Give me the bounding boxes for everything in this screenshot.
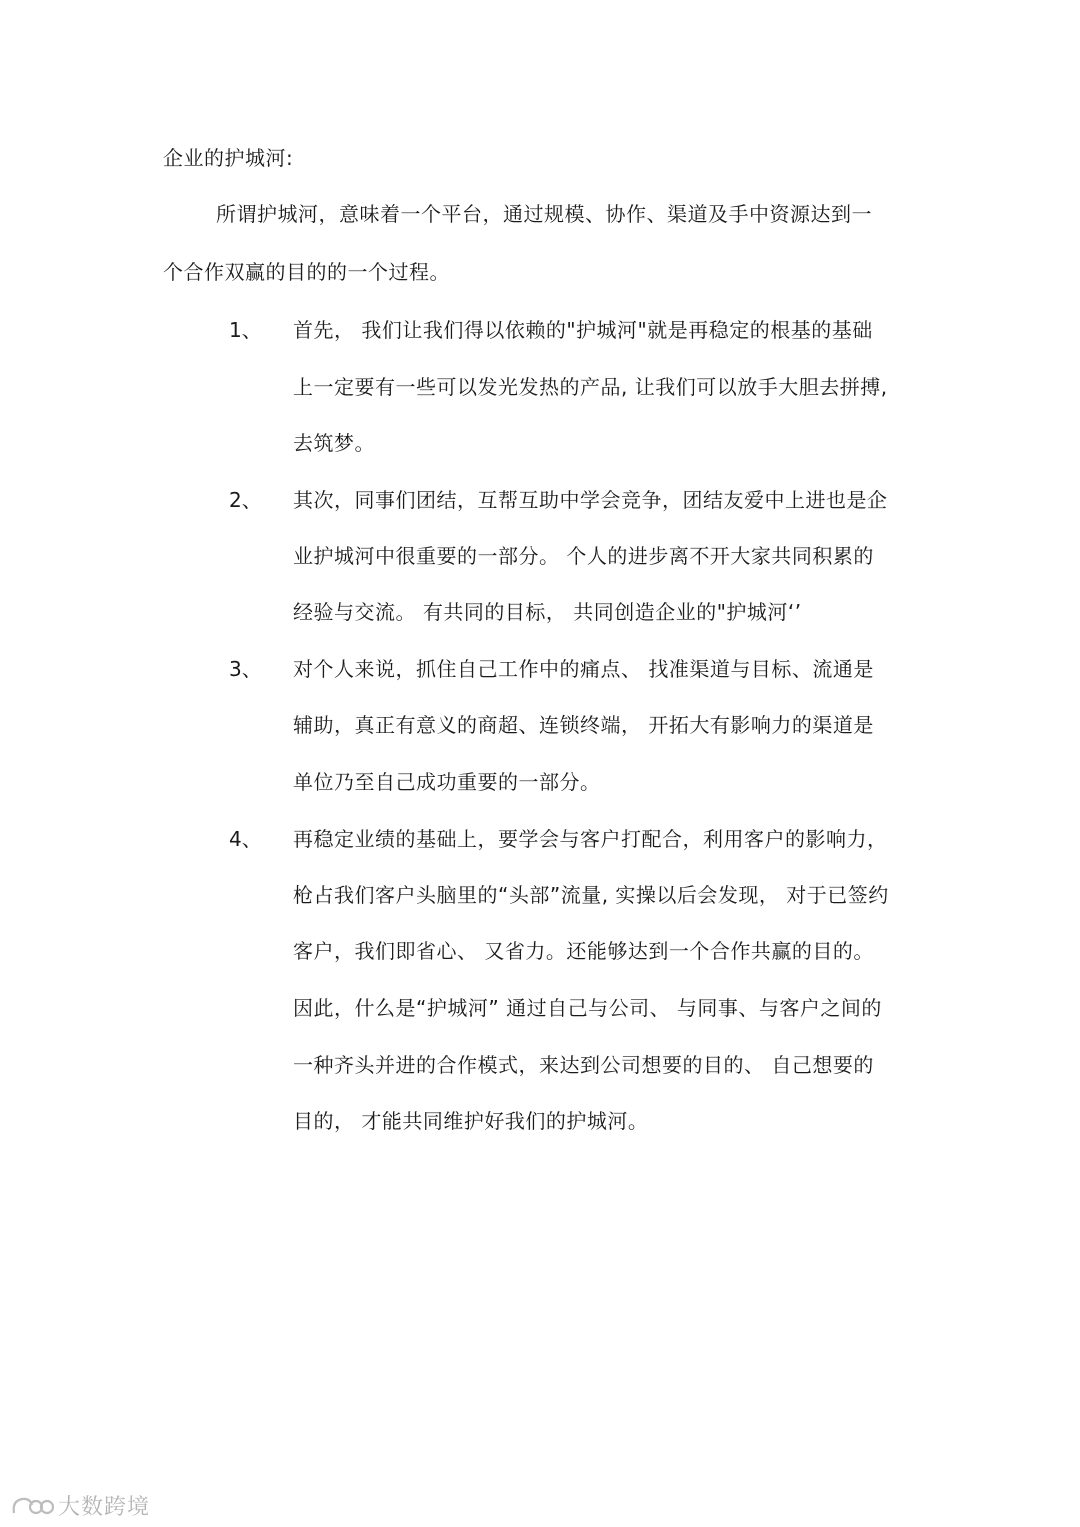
list-item-line: 一种齐头并进的合作模式，来达到公司想要的目的、 自己想要的 <box>293 1053 874 1077</box>
list-item-number: 2、 <box>229 488 262 512</box>
list-item-line: 去筑梦。 <box>293 431 375 455</box>
list-item-line: 首先， 我们让我们得以依赖的"护城河"就是再稳定的根基的基础 <box>293 318 873 342</box>
list-item-line: 经验与交流。 有共同的目标， 共同创造企业的"护城河‘’ <box>293 600 802 624</box>
watermark-text: 大数跨境 <box>58 1495 151 1520</box>
list-item-line: 单位乃至自己成功重要的一部分。 <box>293 770 601 794</box>
list-item-line: 对个人来说，抓住自己工作中的痛点、 找准渠道与目标、流通是 <box>293 657 874 681</box>
list-item-line: 目的， 才能共同维护好我们的护城河。 <box>293 1109 649 1133</box>
document-heading: 企业的护城河: <box>163 146 294 170</box>
list-item-line: 上一定要有一些可以发光发热的产品, 让我们可以放手大胆去拼搏, <box>293 375 888 399</box>
list-item-number: 3、 <box>229 657 262 681</box>
list-item-line: 再稳定业绩的基础上，要学会与客户打配合，利用客户的影响力， <box>293 827 888 851</box>
list-item-line: 其次，同事们团结，互帮互助中学会竞争，团结友爱中上进也是企 <box>293 488 888 512</box>
watermark <box>10 1490 150 1521</box>
intro-line-1: 所谓护城河，意味着一个平台，通过规模、协作、渠道及手中资源达到一 <box>216 202 872 226</box>
list-item-line: 客户，我们即省心、 又省力。还能够达到一个合作共赢的目的。 <box>293 939 874 963</box>
list-item-number: 1、 <box>229 318 262 342</box>
intro-line-2: 个合作双赢的目的的一个过程。 <box>163 260 450 284</box>
list-item-line: 枪占我们客户头脑里的“头部”流量, 实操以后会发现， 对于已签约 <box>293 883 889 907</box>
list-item-line: 因此，什么是“护城河” 通过自己与公司、 与同事、与客户之间的 <box>293 996 882 1020</box>
list-item-line: 业护城河中很重要的一部分。 个人的进步离不开大家共同积累的 <box>293 544 874 568</box>
logo-icon <box>10 1493 54 1519</box>
list-item-line: 辅助，真正有意义的商超、连锁终端， 开拓大有影响力的渠道是 <box>293 713 874 737</box>
list-item-number: 4、 <box>229 827 262 851</box>
